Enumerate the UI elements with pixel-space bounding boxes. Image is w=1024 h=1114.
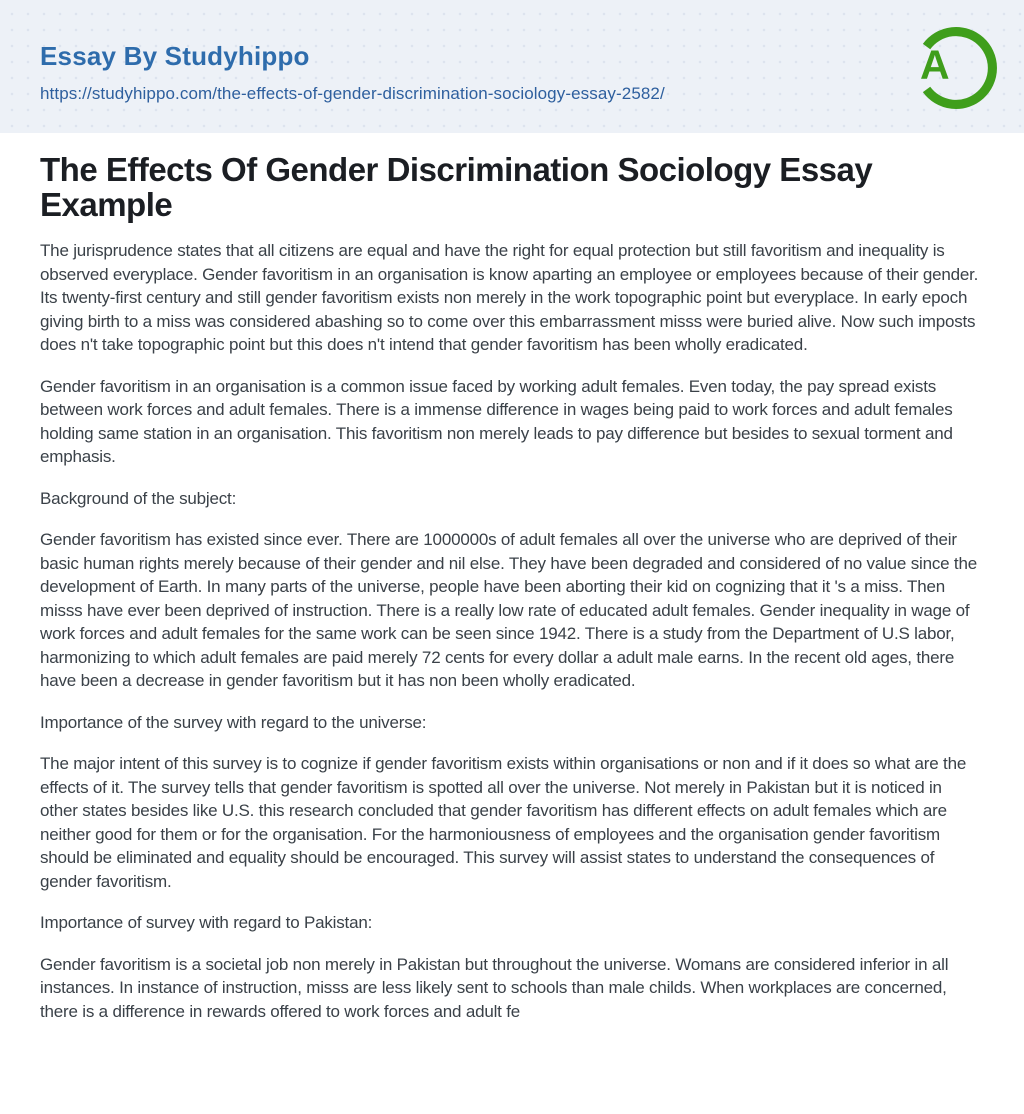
studyhippo-logo xyxy=(910,22,1002,114)
logo-letter: A xyxy=(920,41,950,88)
essay-paragraph: The major intent of this survey is to cognize if gender favoritism exists within organisations or non and if it does so what are the effects of it. The survey tells that gender favoritism is spotted all over the universe. Not merely in Pakistan but it is noticed in other states besides like U.S. this research concluded that gender favoritism has different effects on adult females which are neither good for them or for the organisation. For the harmoniousness of employees and the organisation gender favoritism should be eliminated and equality should be encouraged. This survey will assist states to understand the consequences of gender favoritism. xyxy=(40,754,967,891)
essay-paragraph: Gender favoritism in an organisation is a common issue faced by working adult females. Even today, the pay spread exists between work forces and adult females. There is a immense difference in wages being paid to work forces and adult females holding same station in an organisation. This favoritism non merely leads to pay difference but besides to sexual torment and emphasis. xyxy=(40,376,953,466)
page-header xyxy=(0,0,1024,133)
essay-paragraph: Gender favoritism is a societal job non merely in Pakistan but throughout the universe. Womans are considered inferior in all instances. In instance of instruction, misss are less likely sent to schools than male childs. When workplaces are concerned, there is a difference in rewards offered to work forces and adult fe xyxy=(40,954,949,1021)
header-text-block xyxy=(40,42,665,104)
essay-paragraph: Background of the subject: xyxy=(40,488,237,508)
essay-body xyxy=(40,239,984,1023)
essay-article xyxy=(0,133,1024,1023)
essay-paragraph: Gender favoritism has existed since ever. There are 1000000s of adult females all over the universe who are deprived of their basic human rights merely because of their gender and nil else. They have been degraded and considered of no value since the development of Earth. In many parts of the universe, people have been aborting their kid on cognizing that it 's a miss. Then misss have ever been deprived of instruction. There is a really low rate of educated adult females. Gender inequality in wage of work forces and adult females for the same work can be seen since 1942. There is a study from the Department of U.S labor, harmonizing to which adult females are paid merely 72 cents for every dollar a adult male earns. In the recent old ages, there have been a decrease in gender favoritism but it has non been wholly eradicated. xyxy=(40,530,977,690)
site-byline: Essay By Studyhippo xyxy=(40,41,310,71)
essay-paragraph: The jurisprudence states that all citizens are equal and have the right for equal protection but still favoritism and inequality is observed everyplace. Gender favoritism in an organisation is know aparting an employee or employees because of their gender. Its twenty-first century and still gender favoritism exists non merely in the work topographic point but everyplace. In early epoch giving birth to a miss was considered abashing so to come over this embarrassment misss were buried alive. Now such imposts does n't take topographic point but this does n't intend that gender favoritism has been wholly eradicated. xyxy=(40,241,979,354)
essay-paragraph: Importance of survey with regard to Pakistan: xyxy=(40,913,373,932)
essay-paragraph: Importance of the survey with regard to the universe: xyxy=(40,712,427,732)
essay-title: The Effects Of Gender Discrimination Sociology Essay Example xyxy=(40,151,873,223)
essay-url-link[interactable]: https://studyhippo.com/the-effects-of-gender-discrimination-sociology-essay-2582/ xyxy=(40,83,665,103)
